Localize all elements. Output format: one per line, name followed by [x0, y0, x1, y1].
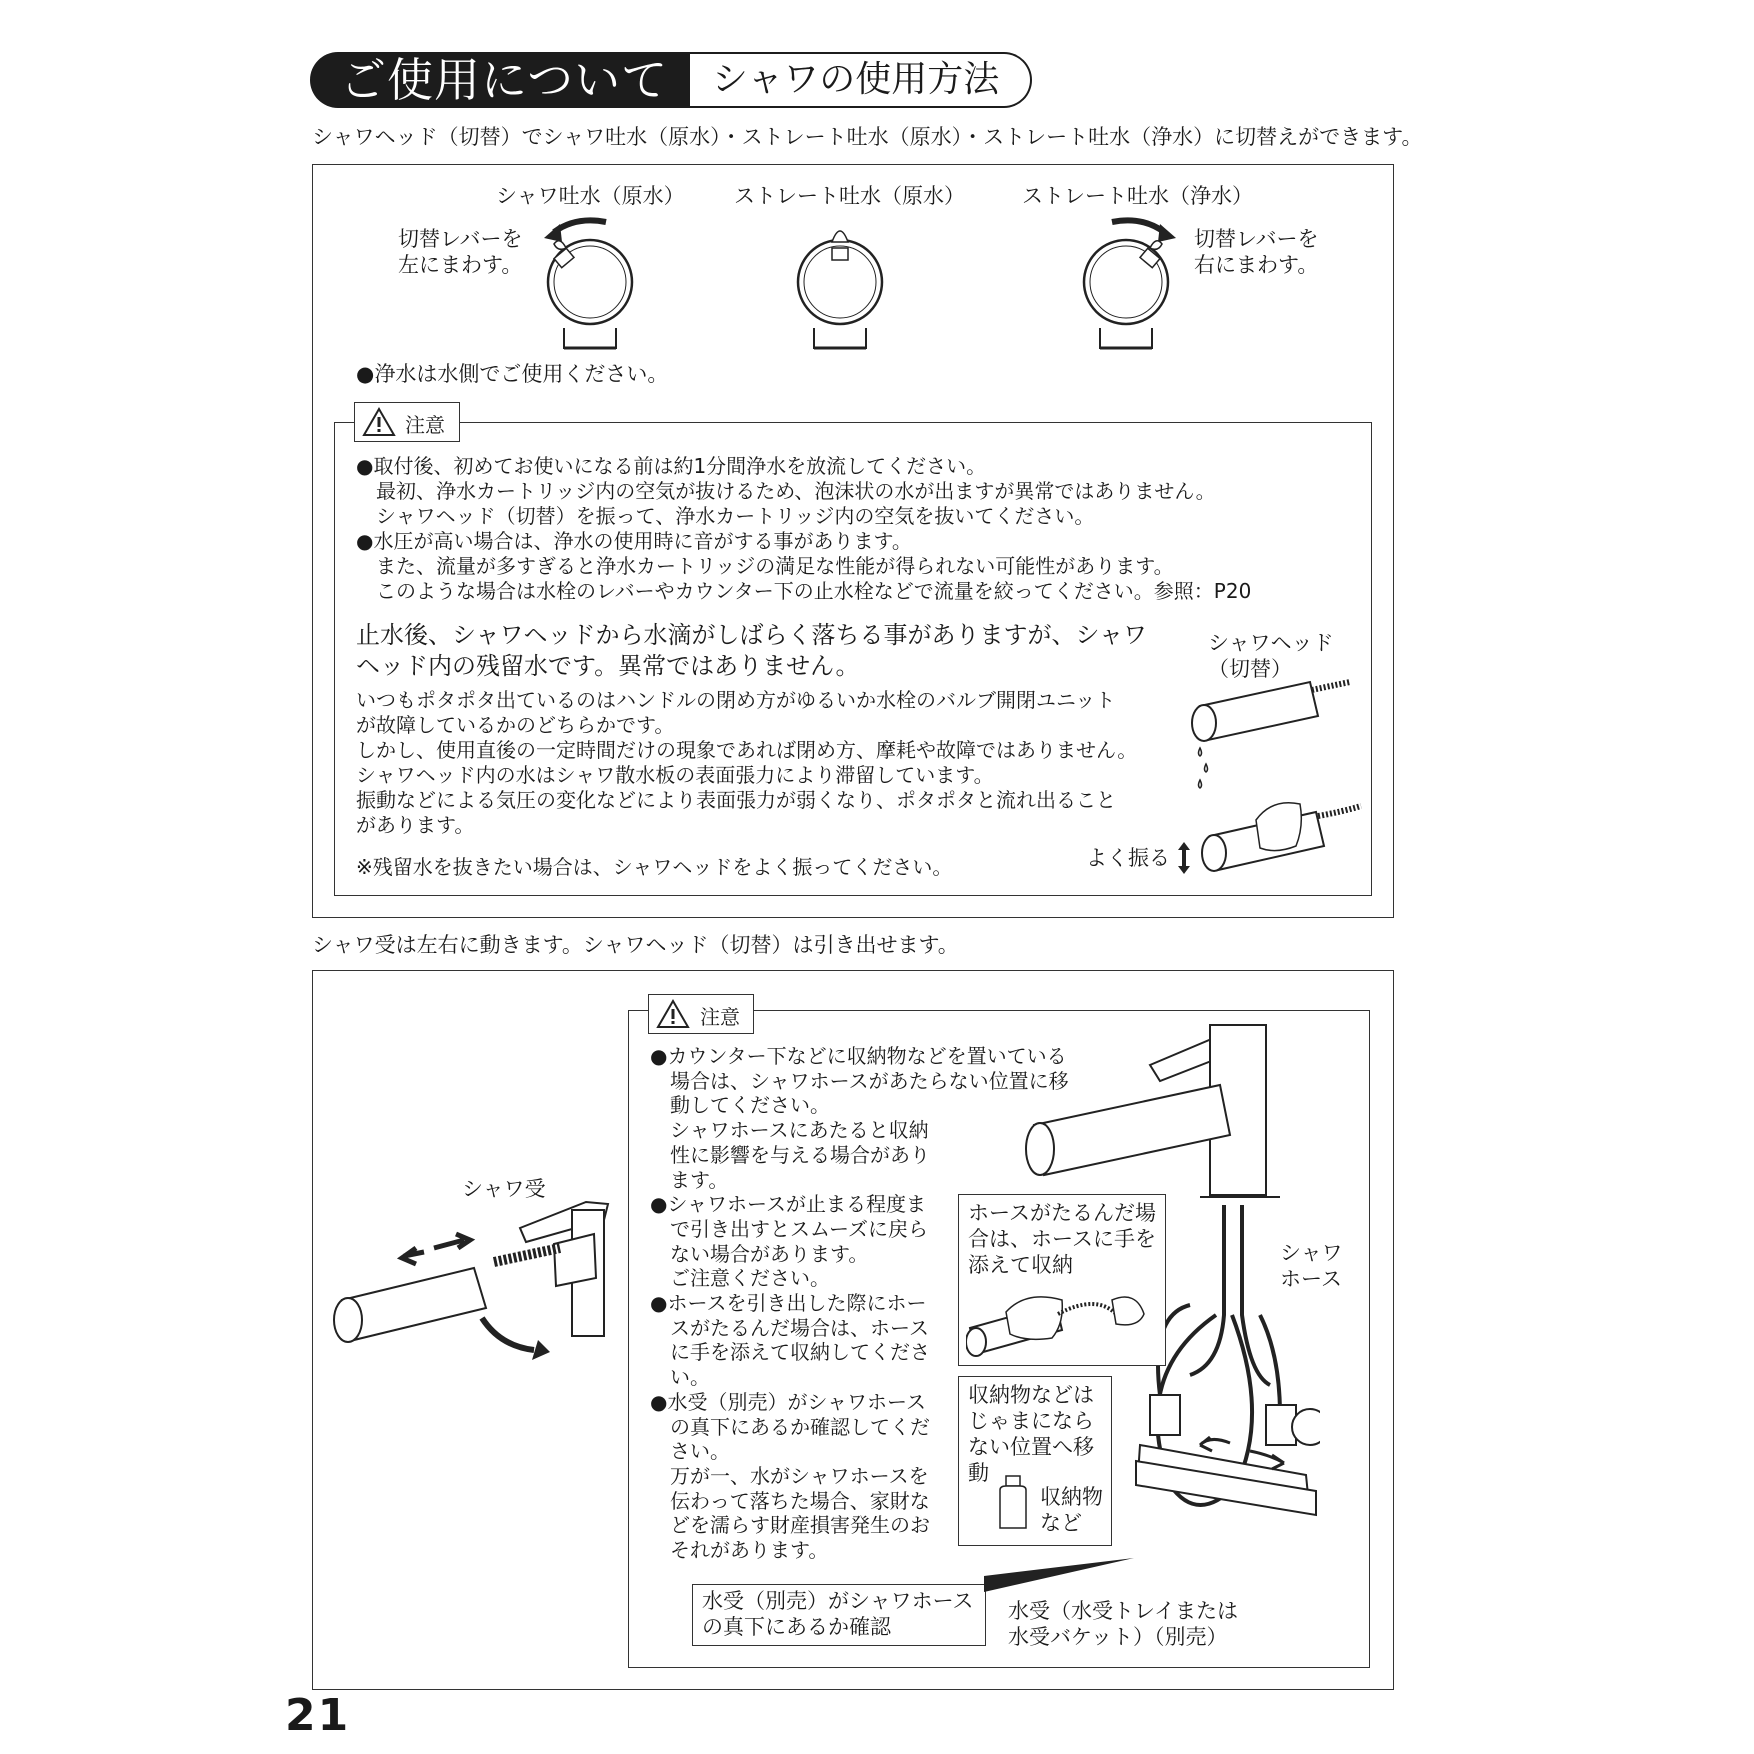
hand-on-hose-icon — [966, 1284, 1160, 1360]
subsection-title: シャワの使用方法 — [712, 59, 1000, 100]
intro-text: シャワヘッド（切替）でシャワ吐水（原水）・ストレート吐水（原水）・ストレート吐水（浄水）に切替えができます。 — [312, 125, 1423, 149]
warning-icon — [362, 407, 396, 437]
drip-detail-text: いつもポタポタ出ているのはハンドルの閉め方がゆるいか水栓のバルブ開閉ユニット が故障しているかのどちらかです。 しかし、使用直後の一定時間だけの現象であれば閉め方、摩耗や故障ではありません。 シャワヘッド内の水はシャワ散水板の表面張力により滞留しています。 振動などによる気圧の変化などにより表面張力が弱くなり、ポタポタと流れ出ること があります。 — [356, 688, 1138, 837]
mode-straight-raw: ストレート吐水（原水） — [734, 184, 965, 208]
shake-shower-head-icon — [1196, 790, 1366, 890]
right-lever-instruction: 切替レバーを 右にまわす。 — [1194, 227, 1319, 277]
storage-tip-text: 収納物などは じゃまになら ない位置へ移 動 — [968, 1383, 1094, 1485]
caution-label-2: 注意 — [700, 1005, 740, 1029]
shower-head-center-icon — [786, 212, 896, 362]
caution-1-text: ●取付後、初めてお使いになる前は約1分間浄水を放流してください。 最初、浄水カートリッジ内の空気が抜けるため、泡沫状の水が出ますが異常ではありません。 シャワヘッド（切替）を振って、浄水カートリッジ内の空気を抜いてください。 ●水圧が高い場合は、浄水の使用時に音がする事があります。 また、流量が多すぎると浄水カートリッジの満足な性能が得られない可能性があります。 このような場合は水栓のレバーやカウンター下の止水栓などで流量を絞ってください。参照：P20 — [356, 454, 1252, 603]
drip-tip: ※残留水を抜きたい場合は、シャワヘッドをよく振ってください。 — [356, 855, 953, 879]
warning-icon-2 — [656, 999, 690, 1029]
bottle-icon — [996, 1474, 1030, 1532]
dripping-shower-head-icon — [1180, 676, 1360, 796]
shower-receiver-label: シャワ受 — [462, 1177, 546, 1201]
section-title: ご使用について — [340, 53, 669, 107]
shake-label: よく振る — [1086, 846, 1170, 870]
water-tray-label: 水受（水受トレイまたは 水受バケット）（別売） — [1008, 1599, 1238, 1649]
up-down-arrow-icon — [1176, 840, 1192, 876]
mode-straight-purified: ストレート吐水（浄水） — [1022, 184, 1253, 208]
left-lever-instruction: 切替レバーを 左にまわす。 — [398, 227, 523, 277]
drip-main-text: 止水後、シャワヘッドから水滴がしばらく落ちる事がありますが、シャワ ヘッド内の残留水です。異常ではありません。 — [356, 621, 1148, 680]
page-number: 21 — [285, 1690, 351, 1741]
faucet-pullout-icon — [324, 1190, 624, 1380]
purified-note: ●浄水は水側でご使用ください。 — [356, 362, 669, 386]
mode-shower-raw: シャワ吐水（原水） — [496, 184, 685, 208]
caution-label-1: 注意 — [405, 413, 445, 437]
shower-head-label: シャワヘッド （切替） — [1208, 631, 1334, 681]
shower-head-left-icon — [536, 212, 646, 362]
section2-intro: シャワ受は左右に動きます。シャワヘッド（切替）は引き出せます。 — [312, 933, 959, 957]
storage-item-label: 収納物 など — [1040, 1485, 1103, 1535]
water-tray-check-text: 水受（別売）がシャワホース の真下にあるか確認 — [702, 1589, 974, 1639]
shower-head-right-icon — [1072, 212, 1202, 362]
shower-hose-label: シャワ ホース — [1280, 1241, 1343, 1291]
caution-2-text: ●カウンター下などに収納物などを置いている 場合は、シャワホースがあたらない位置に移 動してください。 シャワホースにあたると収納 性に影響を与える場合があり ます。 ●シャワホースが止まる程度ま で引き出すとスムーズに戻ら ない場合があります。 ご注意ください。 ●ホースを引き出した際にホー スがたるんだ場合は、ホース に手を添えて収納してくださ い。 ●水受（別売）がシャワホース の真下にあるか確認してくだ さい。 万が一、水がシャワホースを 伝わって落ちた場合、家財な どを濡らす財産損害発生のお それがあります。 — [650, 1044, 1069, 1563]
hose-tip-text: ホースがたるんだ場 合は、ホースに手を 添えて収納 — [968, 1201, 1156, 1277]
